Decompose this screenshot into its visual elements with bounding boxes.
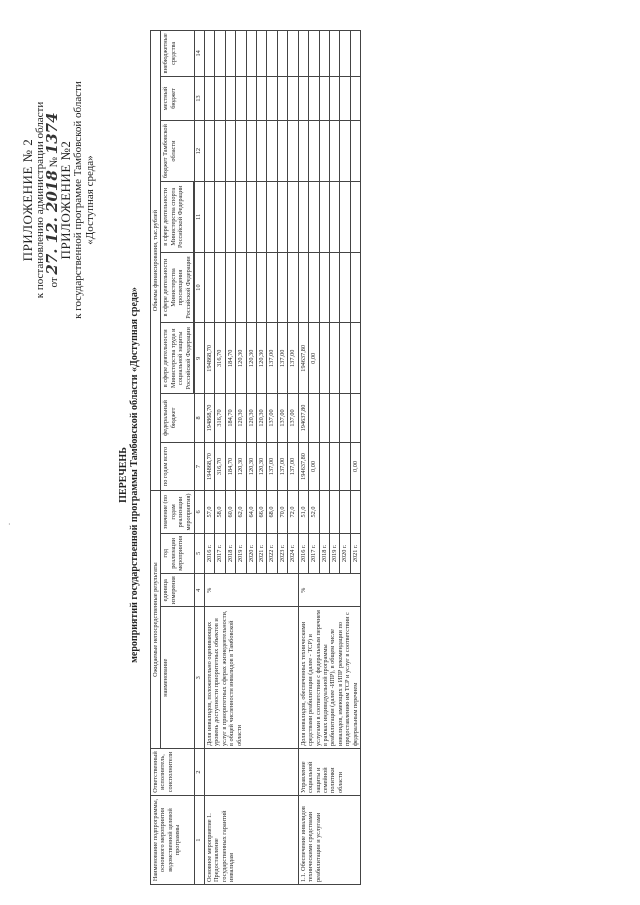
- header-program-name: Наименование подпрограммы, основного мероприятия ведомственной целевой программы: [151, 796, 195, 885]
- extra-cell: [277, 31, 287, 77]
- labor-cell: [319, 323, 329, 394]
- regional-cell: [288, 121, 298, 182]
- total-cell: 137,00: [288, 442, 298, 491]
- sport-cell: [205, 181, 215, 252]
- extra-cell: [350, 31, 360, 77]
- header-total: по годам всего: [161, 442, 195, 491]
- table-row: [205, 31, 215, 885]
- sport-cell: [350, 181, 360, 252]
- year-cell: 2024 г.: [288, 533, 298, 573]
- local-cell: [225, 76, 235, 120]
- labor-cell: [329, 323, 339, 394]
- year-cell: 2017 г.: [215, 533, 225, 573]
- year-cell: 2021 г.: [257, 533, 267, 573]
- edu-cell: [225, 252, 235, 323]
- col-num: 8: [195, 394, 205, 443]
- local-cell: [215, 76, 225, 120]
- year-cell: 2022 г.: [267, 533, 277, 573]
- sport-cell: [277, 181, 287, 252]
- federal-cell: 137,00: [277, 394, 287, 443]
- value-cell: 68,0: [267, 491, 277, 533]
- local-cell: [277, 76, 287, 120]
- federal-cell: 194637,80: [298, 394, 308, 443]
- sport-cell: [340, 181, 350, 252]
- federal-cell: 137,00: [267, 394, 277, 443]
- edu-cell: [350, 252, 360, 323]
- edu-cell: [205, 252, 215, 323]
- labor-cell: 194637,80: [298, 323, 308, 394]
- header-min-edu: в сфере деятельности Министерства просвещения Российской Федерации: [161, 252, 194, 323]
- value-cell: 60,0: [225, 491, 235, 533]
- local-cell: [288, 76, 298, 120]
- labor-cell: 120,30: [246, 323, 256, 394]
- labor-cell: 0,00: [309, 323, 319, 394]
- regional-cell: [215, 121, 225, 182]
- edu-cell: [267, 252, 277, 323]
- extra-cell: [298, 31, 308, 77]
- year-cell: 2017 г.: [309, 533, 319, 573]
- header-regional: бюджет Тамбовской области: [161, 121, 195, 182]
- col-num: 14: [195, 31, 205, 77]
- year-cell: 2019 г.: [236, 533, 246, 573]
- measures-table: [150, 30, 361, 885]
- row-group-measure-1-1: [298, 31, 360, 885]
- col-num: 5: [195, 533, 205, 573]
- year-cell: 2018 г.: [319, 533, 329, 573]
- margin-mark: ·: [8, 520, 11, 529]
- local-cell: [350, 76, 360, 120]
- program-reference: к государственной программе Тамбовской области: [72, 81, 84, 319]
- sport-cell: [257, 181, 267, 252]
- total-cell: 120,30: [236, 442, 246, 491]
- value-cell: 57,0: [205, 491, 215, 533]
- labor-cell: 194868,70: [205, 323, 215, 394]
- year-cell: 2019 г.: [329, 533, 339, 573]
- header-result-name: наименование: [161, 607, 195, 749]
- sport-cell: [319, 181, 329, 252]
- federal-cell: [340, 394, 350, 443]
- sport-cell: [246, 181, 256, 252]
- regional-cell: [319, 121, 329, 182]
- year-cell: 2018 г.: [225, 533, 235, 573]
- local-cell: [246, 76, 256, 120]
- sport-cell: [267, 181, 277, 252]
- extra-cell: [288, 31, 298, 77]
- edu-cell: [319, 252, 329, 323]
- labor-cell: 316,70: [215, 323, 225, 394]
- extra-cell: [267, 31, 277, 77]
- col-num: 9: [195, 323, 205, 394]
- regional-cell: [277, 121, 287, 182]
- extra-cell: [236, 31, 246, 77]
- regional-cell: [257, 121, 267, 182]
- value-cell: 51,0: [298, 491, 308, 533]
- measure-name-cell: 1.1. Обеспечение инвалидов техническими средствами реабилитации и услугами: [298, 796, 360, 885]
- year-cell: 2023 г.: [277, 533, 287, 573]
- result-indicator-cell: Доля инвалидов, обеспеченных техническими средствами реабилитации (далее - ТСР) и услугами в соответствии с федеральным перечнем в рамках индивидуальной программы реабилитации (далее -ИПР), в общем числе инвалидов, имеющих в ИПР рекомендации по предоставлению им ТСР и услуг в соответствии с федеральным перечнем: [298, 607, 360, 749]
- extra-cell: [319, 31, 329, 77]
- sport-cell: [225, 181, 235, 252]
- federal-cell: 120,30: [257, 394, 267, 443]
- handwritten-number: 1374: [43, 112, 61, 155]
- sport-cell: [236, 181, 246, 252]
- header-federal: федеральный бюджет: [161, 394, 195, 443]
- extra-cell: [309, 31, 319, 77]
- executor-cell: Управление социальной защиты и семейной политики области: [298, 749, 360, 796]
- header-min-sport: в сфере деятельности Министерства спорта Российской Федерации: [161, 181, 194, 252]
- resolution-reference: к постановлению администрации области: [34, 101, 46, 299]
- year-cell: 2021 г.: [350, 533, 360, 573]
- handwritten-date: 27. 12. 2018: [43, 170, 61, 275]
- sport-cell: [329, 181, 339, 252]
- extra-cell: [225, 31, 235, 77]
- regional-cell: [225, 121, 235, 182]
- total-cell: 120,30: [257, 442, 267, 491]
- header-unit: единица измерения: [161, 573, 195, 607]
- col-num: 2: [195, 749, 205, 796]
- local-cell: [236, 76, 246, 120]
- total-cell: 194637,80: [298, 442, 308, 491]
- labor-cell: 120,30: [257, 323, 267, 394]
- executor-cell: [205, 749, 299, 796]
- appendix-title: ПРИЛОЖЕНИЕ № 2: [20, 138, 35, 262]
- total-cell: [329, 442, 339, 491]
- local-cell: [329, 76, 339, 120]
- edu-cell: [309, 252, 319, 323]
- col-num: 12: [195, 121, 205, 182]
- labor-cell: 137,00: [267, 323, 277, 394]
- labor-cell: 137,00: [277, 323, 287, 394]
- header-year: год реализации мероприятия: [161, 533, 195, 573]
- unit-cell: %: [298, 573, 360, 607]
- value-cell: 52,0: [309, 491, 319, 533]
- value-cell: 64,0: [246, 491, 256, 533]
- regional-cell: [205, 121, 215, 182]
- edu-cell: [277, 252, 287, 323]
- federal-cell: 316,70: [215, 394, 225, 443]
- edu-cell: [340, 252, 350, 323]
- sport-cell: [309, 181, 319, 252]
- federal-cell: [329, 394, 339, 443]
- header-local: местный бюджет: [161, 76, 195, 120]
- year-cell: 2020 г.: [340, 533, 350, 573]
- federal-cell: [350, 394, 360, 443]
- local-cell: [340, 76, 350, 120]
- table-row: [298, 31, 308, 885]
- federal-cell: 184,70: [225, 394, 235, 443]
- measure-name-cell: Основное мероприятие 1. Предоставление государственных гарантий инвалидам: [205, 796, 299, 885]
- header-extra: внебюджетные средства: [161, 31, 195, 77]
- value-cell: 66,0: [257, 491, 267, 533]
- title-main: ПЕРЕЧЕНЬ: [118, 447, 129, 503]
- extra-cell: [257, 31, 267, 77]
- labor-cell: 184,70: [225, 323, 235, 394]
- edu-cell: [257, 252, 267, 323]
- extra-cell: [329, 31, 339, 77]
- edu-cell: [246, 252, 256, 323]
- edu-cell: [215, 252, 225, 323]
- edu-cell: [298, 252, 308, 323]
- col-num: 6: [195, 491, 205, 533]
- unit-cell: %: [205, 573, 299, 607]
- local-cell: [205, 76, 215, 120]
- local-cell: [257, 76, 267, 120]
- year-cell: 2016 г.: [298, 533, 308, 573]
- regional-cell: [309, 121, 319, 182]
- col-num: 3: [195, 607, 205, 749]
- total-cell: 184,70: [225, 442, 235, 491]
- document-title: [118, 195, 140, 755]
- col-num: 4: [195, 573, 205, 607]
- sport-cell: [288, 181, 298, 252]
- federal-cell: 137,00: [288, 394, 298, 443]
- row-group-main-measure: [205, 31, 299, 885]
- sport-cell: [298, 181, 308, 252]
- federal-cell: [319, 394, 329, 443]
- header-min-labor: в сфере деятельности Министерства труда и социальной защиты Российской Федерации: [161, 323, 194, 394]
- federal-cell: 120,30: [236, 394, 246, 443]
- col-num: 11: [195, 181, 205, 252]
- sport-cell: [215, 181, 225, 252]
- header-value: значение (по годам реализации мероприятия): [161, 491, 195, 533]
- total-cell: [340, 442, 350, 491]
- col-num: 7: [195, 442, 205, 491]
- result-indicator-cell: Доля инвалидов, положительно оценивающих уровень доступности приоритетных объектов и услуг в приоритетных сферах жизнедеятельности, в общей численности инвалидов в Тамбовской области: [205, 607, 299, 749]
- appendix-header: [22, 55, 96, 345]
- regional-cell: [350, 121, 360, 182]
- total-cell: 120,30: [246, 442, 256, 491]
- regional-cell: [340, 121, 350, 182]
- value-cell: [350, 491, 360, 533]
- local-cell: [319, 76, 329, 120]
- title-sub: мероприятий государственной программы Тамбовской области «Доступная среда»: [129, 287, 140, 663]
- header-executor: Ответственный исполнитель, соисполнители: [151, 749, 195, 796]
- labor-cell: [350, 323, 360, 394]
- extra-cell: [205, 31, 215, 77]
- value-cell: [329, 491, 339, 533]
- total-cell: 194868,70: [205, 442, 215, 491]
- value-cell: [340, 491, 350, 533]
- extra-cell: [246, 31, 256, 77]
- total-cell: [319, 442, 329, 491]
- total-cell: 137,00: [277, 442, 287, 491]
- extra-cell: [340, 31, 350, 77]
- regional-cell: [267, 121, 277, 182]
- local-cell: [267, 76, 277, 120]
- labor-cell: [340, 323, 350, 394]
- value-cell: 70,0: [277, 491, 287, 533]
- col-num: 10: [195, 252, 205, 323]
- federal-cell: 120,30: [246, 394, 256, 443]
- program-name: «Доступная среда»: [84, 155, 96, 245]
- value-cell: 72,0: [288, 491, 298, 533]
- regional-cell: [329, 121, 339, 182]
- extra-cell: [215, 31, 225, 77]
- total-cell: 137,00: [267, 442, 277, 491]
- value-cell: 62,0: [236, 491, 246, 533]
- year-cell: 2020 г.: [246, 533, 256, 573]
- total-cell: 0,00: [309, 442, 319, 491]
- edu-cell: [288, 252, 298, 323]
- edu-cell: [236, 252, 246, 323]
- resolution-date-line: от 27. 12. 2018 № 1374: [43, 112, 61, 288]
- federal-cell: 194868,70: [205, 394, 215, 443]
- labor-cell: 137,00: [288, 323, 298, 394]
- value-cell: 58,0: [215, 491, 225, 533]
- header-expected-results: Ожидаемые непосредственные результаты: [151, 491, 161, 749]
- col-num: 13: [195, 76, 205, 120]
- local-cell: [309, 76, 319, 120]
- column-number-row: [195, 31, 205, 885]
- regional-cell: [246, 121, 256, 182]
- regional-cell: [236, 121, 246, 182]
- header-funding: Объемы финансирования, тыс.рублей: [151, 31, 161, 491]
- edu-cell: [329, 252, 339, 323]
- total-cell: 316,70: [215, 442, 225, 491]
- appendix-subtitle: ПРИЛОЖЕНИЕ №2: [58, 140, 73, 260]
- total-cell: 0,00: [350, 442, 360, 491]
- year-cell: 2016 г.: [205, 533, 215, 573]
- regional-cell: [298, 121, 308, 182]
- labor-cell: 120,30: [236, 323, 246, 394]
- federal-cell: [309, 394, 319, 443]
- local-cell: [298, 76, 308, 120]
- col-num: 1: [195, 796, 205, 885]
- value-cell: [319, 491, 329, 533]
